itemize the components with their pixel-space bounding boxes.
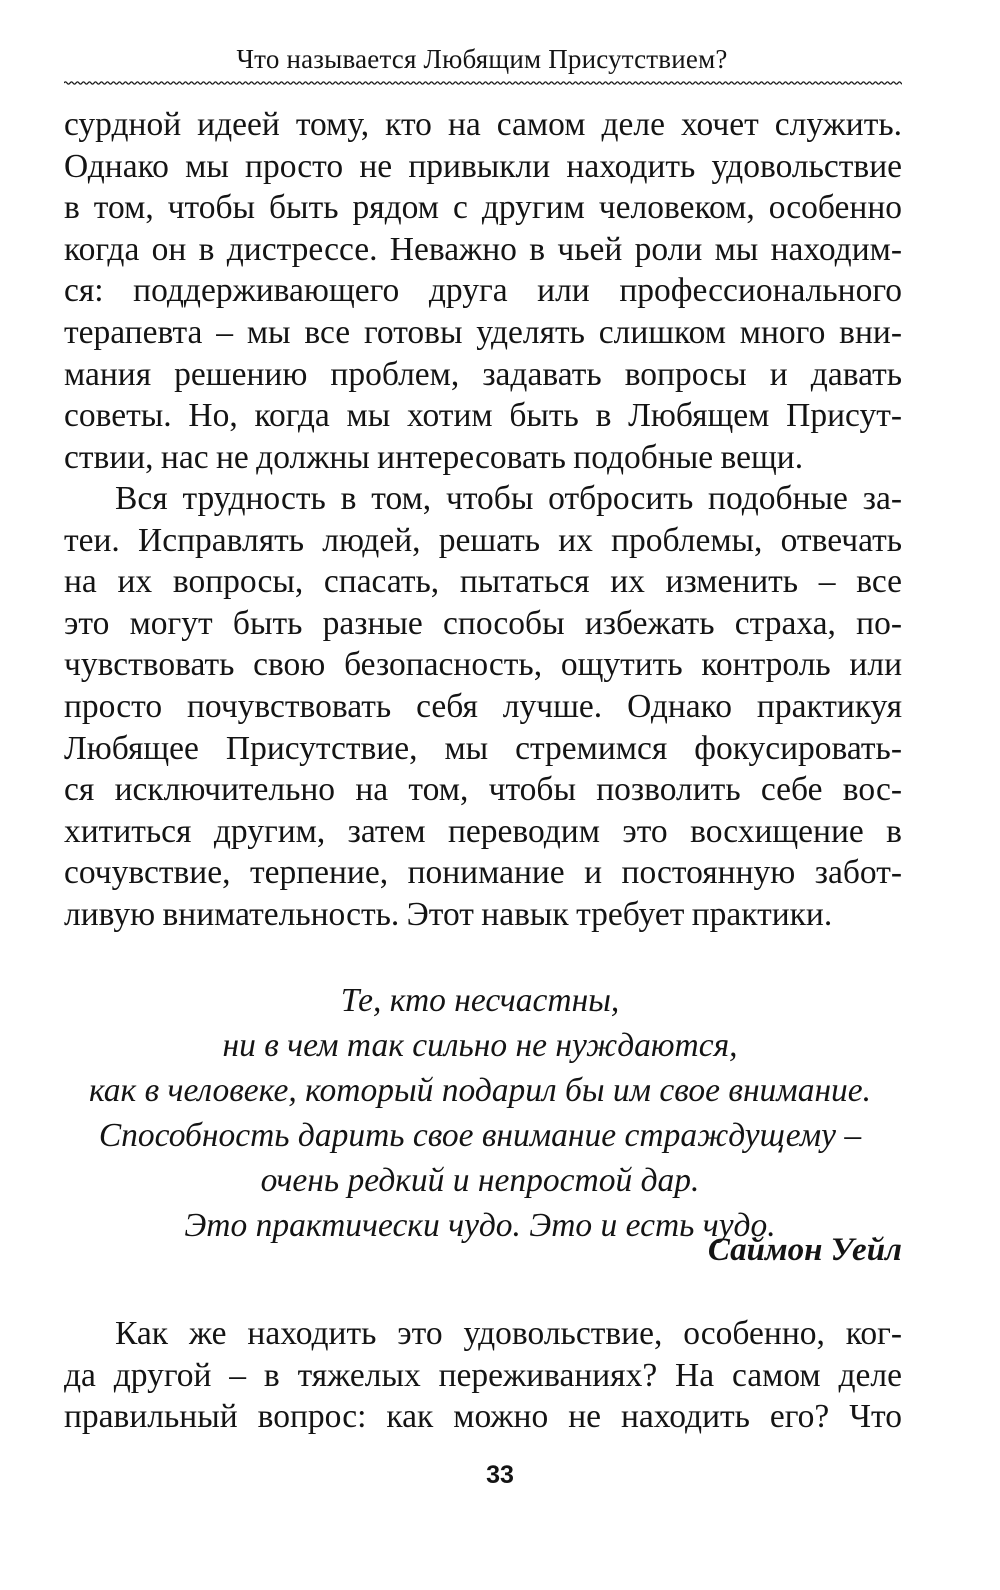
text-line: ся: поддерживающего друга или профессионального [64,272,902,310]
text-line: хититься другим, затем переводим это восхищение в [64,812,902,850]
quote-line: Способность дарить свое внимание страждущему – [98,1117,862,1154]
text-line: просто почувствовать себя лучше. Однако практикуя [64,687,902,725]
text-line: Как же находить это удовольствие, особенно, ког- [115,1315,902,1352]
header-wavy-rule [64,80,902,86]
text-line: ствии, нас не должны интересовать подобные вещи. [64,438,804,476]
text-line: Вся трудность в том, чтобы отбросить подобные за- [115,480,902,517]
text-line: терапевта – мы все готовы уделять слишком много вни- [64,313,902,351]
quote-line: Это практически чудо. Это и есть чудо. [184,1207,776,1244]
text-line: когда он в дистрессе. Неважно в чьей роли мы находим- [64,230,902,268]
quote-line: как в человеке, который подарил бы им свое внимание. [88,1072,872,1109]
text-line: чувствовать свою безопасность, ощутить контроль или [64,646,902,684]
quote-line: Те, кто несчастны, [340,982,620,1019]
text-line: ливую внимательность. Этот навык требует практики. [64,895,833,933]
text-line: мания решению проблем, задавать вопросы и давать [64,355,902,393]
text-line: сочувствие, терпение, понимание и постоянную забот- [64,854,902,892]
text-line: ся исключительно на том, чтобы позволить себе вос- [64,771,902,809]
paragraph-1 [64,104,902,478]
paragraph-3 [64,1313,902,1438]
text-line: сурдной идеей тому, кто на самом деле хочет служить. [64,106,902,143]
paragraph-2 [64,478,902,936]
text-line: Однако мы просто не привыкли находить удовольствие [64,147,902,185]
text-line: в том, чтобы быть рядом с другим человеком, особенно [64,189,902,227]
text-line: теи. Исправлять людей, решать их проблемы, отвечать [64,521,902,559]
epigraph-quote [40,978,920,1248]
text-line: советы. Но, когда мы хотим быть в Любящем Присут- [64,397,902,435]
text-line: Любящее Присутствие, мы стремимся фокусировать- [64,729,902,767]
quote-line: очень редкий и непростой дар. [260,1162,700,1199]
quote-attribution: Саймон Уейл [707,1232,902,1268]
text-line: правильный вопрос: как можно не находить его? Что [64,1398,902,1436]
page-number: 33 [486,1461,514,1489]
text-line: это могут быть разные способы избежать страха, по- [64,604,902,642]
text-line: да другой – в тяжелых переживаниях? На самом деле [64,1356,902,1394]
quote-line: ни в чем так сильно не нуждаются, [222,1027,738,1064]
running-head: Что называется Любящим Присутствием? [236,44,728,74]
text-line: на их вопросы, спасать, пытаться их изменить – все [64,563,902,601]
